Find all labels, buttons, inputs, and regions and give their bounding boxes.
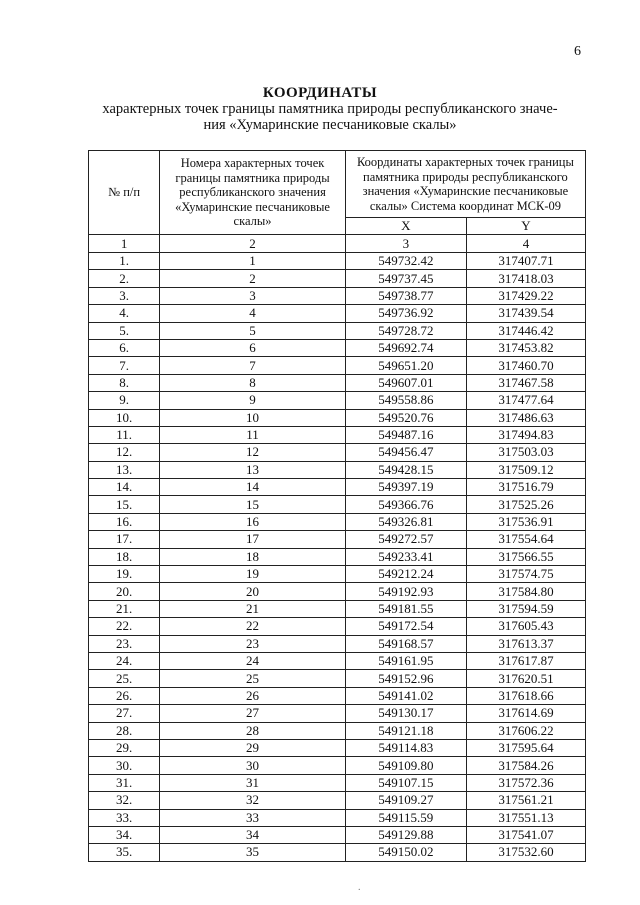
point-number-cell: 19 [160, 566, 346, 583]
column-index-cell: 2 [160, 235, 346, 253]
table-row [89, 809, 586, 826]
table-row [89, 792, 586, 809]
row-number-cell: 21. [89, 600, 160, 617]
y-coordinate-cell: 317439.54 [466, 305, 585, 322]
x-coordinate-cell: 549107.15 [345, 774, 466, 791]
table-row [89, 496, 586, 513]
row-number-cell: 24. [89, 652, 160, 669]
y-coordinate-cell: 317429.22 [466, 287, 585, 304]
row-number-cell: 17. [89, 531, 160, 548]
row-number-cell: 13. [89, 461, 160, 478]
row-number-cell: 26. [89, 687, 160, 704]
subtitle-line-1: характерных точек границы памятника природы республиканского значе- [102, 101, 558, 117]
table-row [89, 652, 586, 669]
point-number-cell: 14 [160, 479, 346, 496]
point-number-cell: 24 [160, 652, 346, 669]
x-coordinate-cell: 549736.92 [345, 305, 466, 322]
table-row [89, 566, 586, 583]
table-row [89, 479, 586, 496]
point-number-cell: 3 [160, 287, 346, 304]
table-row [89, 844, 586, 861]
y-coordinate-cell: 317516.79 [466, 479, 585, 496]
table-row [89, 270, 586, 287]
table-row [89, 583, 586, 600]
header-x: X [345, 218, 466, 235]
table-row [89, 305, 586, 322]
row-number-cell: 29. [89, 739, 160, 756]
y-coordinate-cell: 317541.07 [466, 826, 585, 843]
x-coordinate-cell: 549272.57 [345, 531, 466, 548]
y-coordinate-cell: 317477.64 [466, 392, 585, 409]
row-number-cell: 11. [89, 426, 160, 443]
y-coordinate-cell: 317551.13 [466, 809, 585, 826]
point-number-cell: 23 [160, 635, 346, 652]
table-row [89, 618, 586, 635]
point-number-cell: 2 [160, 270, 346, 287]
point-number-cell: 21 [160, 600, 346, 617]
table-row [89, 374, 586, 391]
row-number-cell: 16. [89, 513, 160, 530]
y-coordinate-cell: 317407.71 [466, 253, 585, 270]
x-coordinate-cell: 549181.55 [345, 600, 466, 617]
row-number-cell: 34. [89, 826, 160, 843]
x-coordinate-cell: 549109.80 [345, 757, 466, 774]
x-coordinate-cell: 549692.74 [345, 339, 466, 356]
row-number-cell: 12. [89, 444, 160, 461]
y-coordinate-cell: 317618.66 [466, 687, 585, 704]
point-number-cell: 33 [160, 809, 346, 826]
x-coordinate-cell: 549428.15 [345, 461, 466, 478]
point-number-cell: 35 [160, 844, 346, 861]
point-number-cell: 34 [160, 826, 346, 843]
point-number-cell: 28 [160, 722, 346, 739]
row-number-cell: 32. [89, 792, 160, 809]
point-number-cell: 22 [160, 618, 346, 635]
point-number-cell: 9 [160, 392, 346, 409]
column-index-row [89, 235, 586, 253]
subtitle-line-2: ния «Хумаринские песчаниковые скалы» [203, 117, 457, 133]
row-number-cell: 27. [89, 705, 160, 722]
y-coordinate-cell: 317620.51 [466, 670, 585, 687]
row-number-cell: 7. [89, 357, 160, 374]
x-coordinate-cell: 549738.77 [345, 287, 466, 304]
y-coordinate-cell: 317554.64 [466, 531, 585, 548]
point-number-cell: 4 [160, 305, 346, 322]
x-coordinate-cell: 549168.57 [345, 635, 466, 652]
table-row [89, 339, 586, 356]
y-coordinate-cell: 317574.75 [466, 566, 585, 583]
table-row [89, 409, 586, 426]
table-row [89, 722, 586, 739]
x-coordinate-cell: 549152.96 [345, 670, 466, 687]
point-number-cell: 12 [160, 444, 346, 461]
x-coordinate-cell: 549487.16 [345, 426, 466, 443]
x-coordinate-cell: 549651.20 [345, 357, 466, 374]
point-number-cell: 5 [160, 322, 346, 339]
point-number-cell: 32 [160, 792, 346, 809]
point-number-cell: 6 [160, 339, 346, 356]
table-header-row [89, 151, 586, 218]
table-row [89, 826, 586, 843]
row-number-cell: 1. [89, 253, 160, 270]
y-coordinate-cell: 317614.69 [466, 705, 585, 722]
y-coordinate-cell: 317467.58 [466, 374, 585, 391]
row-number-cell: 8. [89, 374, 160, 391]
row-number-cell: 4. [89, 305, 160, 322]
point-number-cell: 16 [160, 513, 346, 530]
y-coordinate-cell: 317418.03 [466, 270, 585, 287]
table-row [89, 444, 586, 461]
point-number-cell: 17 [160, 531, 346, 548]
x-coordinate-cell: 549607.01 [345, 374, 466, 391]
x-coordinate-cell: 549130.17 [345, 705, 466, 722]
point-number-cell: 10 [160, 409, 346, 426]
x-coordinate-cell: 549121.18 [345, 722, 466, 739]
x-coordinate-cell: 549326.81 [345, 513, 466, 530]
table-row [89, 548, 586, 565]
row-number-cell: 31. [89, 774, 160, 791]
table-row [89, 635, 586, 652]
row-number-cell: 30. [89, 757, 160, 774]
x-coordinate-cell: 549172.54 [345, 618, 466, 635]
x-coordinate-cell: 549366.76 [345, 496, 466, 513]
y-coordinate-cell: 317613.37 [466, 635, 585, 652]
table-row [89, 687, 586, 704]
x-coordinate-cell: 549129.88 [345, 826, 466, 843]
y-coordinate-cell: 317561.21 [466, 792, 585, 809]
y-coordinate-cell: 317446.42 [466, 322, 585, 339]
scan-speck: . [358, 882, 361, 893]
header-point-numbers: Номера характерных точек границы памятника природы республиканского значения «Хумаринские песчаниковые скалы» [160, 151, 346, 235]
y-coordinate-cell: 317509.12 [466, 461, 585, 478]
x-coordinate-cell: 549141.02 [345, 687, 466, 704]
row-number-cell: 35. [89, 844, 160, 861]
x-coordinate-cell: 549397.19 [345, 479, 466, 496]
row-number-cell: 10. [89, 409, 160, 426]
y-coordinate-cell: 317486.63 [466, 409, 585, 426]
point-number-cell: 11 [160, 426, 346, 443]
x-coordinate-cell: 549737.45 [345, 270, 466, 287]
row-number-cell: 18. [89, 548, 160, 565]
table-row [89, 531, 586, 548]
point-number-cell: 27 [160, 705, 346, 722]
table-row [89, 513, 586, 530]
page-subtitle [60, 101, 600, 133]
point-number-cell: 26 [160, 687, 346, 704]
y-coordinate-cell: 317494.83 [466, 426, 585, 443]
header-coordinates: Координаты характерных точек границы памятника природы республиканского значения «Хумаринские песчаниковые скалы» Система координат МСК-09 [345, 151, 585, 218]
x-coordinate-cell: 549558.86 [345, 392, 466, 409]
row-number-cell: 20. [89, 583, 160, 600]
row-number-cell: 15. [89, 496, 160, 513]
row-number-cell: 25. [89, 670, 160, 687]
row-number-cell: 33. [89, 809, 160, 826]
x-coordinate-cell: 549456.47 [345, 444, 466, 461]
y-coordinate-cell: 317525.26 [466, 496, 585, 513]
x-coordinate-cell: 549114.83 [345, 739, 466, 756]
y-coordinate-cell: 317460.70 [466, 357, 585, 374]
row-number-cell: 23. [89, 635, 160, 652]
table-row [89, 461, 586, 478]
x-coordinate-cell: 549233.41 [345, 548, 466, 565]
header-num: № п/п [89, 151, 160, 235]
y-coordinate-cell: 317572.36 [466, 774, 585, 791]
page-number: 6 [574, 44, 581, 59]
point-number-cell: 31 [160, 774, 346, 791]
y-coordinate-cell: 317606.22 [466, 722, 585, 739]
point-number-cell: 29 [160, 739, 346, 756]
x-coordinate-cell: 549150.02 [345, 844, 466, 861]
y-coordinate-cell: 317595.64 [466, 739, 585, 756]
point-number-cell: 1 [160, 253, 346, 270]
row-number-cell: 5. [89, 322, 160, 339]
y-coordinate-cell: 317617.87 [466, 652, 585, 669]
table-row [89, 287, 586, 304]
page-title: КООРДИНАТЫ [262, 85, 378, 101]
point-number-cell: 18 [160, 548, 346, 565]
row-number-cell: 14. [89, 479, 160, 496]
table-row [89, 426, 586, 443]
y-coordinate-cell: 317532.60 [466, 844, 585, 861]
row-number-cell: 3. [89, 287, 160, 304]
table-row [89, 322, 586, 339]
x-coordinate-cell: 549212.24 [345, 566, 466, 583]
row-number-cell: 28. [89, 722, 160, 739]
x-coordinate-cell: 549728.72 [345, 322, 466, 339]
point-number-cell: 25 [160, 670, 346, 687]
y-coordinate-cell: 317503.03 [466, 444, 585, 461]
table-row [89, 392, 586, 409]
table-row [89, 357, 586, 374]
x-coordinate-cell: 549115.59 [345, 809, 466, 826]
point-number-cell: 13 [160, 461, 346, 478]
y-coordinate-cell: 317453.82 [466, 339, 585, 356]
point-number-cell: 30 [160, 757, 346, 774]
row-number-cell: 19. [89, 566, 160, 583]
column-index-cell: 3 [345, 235, 466, 253]
point-number-cell: 8 [160, 374, 346, 391]
y-coordinate-cell: 317584.80 [466, 583, 585, 600]
point-number-cell: 15 [160, 496, 346, 513]
x-coordinate-cell: 549161.95 [345, 652, 466, 669]
row-number-cell: 9. [89, 392, 160, 409]
table-row [89, 757, 586, 774]
table-row [89, 600, 586, 617]
point-number-cell: 7 [160, 357, 346, 374]
row-number-cell: 22. [89, 618, 160, 635]
table-row [89, 670, 586, 687]
column-index-cell: 1 [89, 235, 160, 253]
table-row [89, 739, 586, 756]
y-coordinate-cell: 317566.55 [466, 548, 585, 565]
column-index-cell: 4 [466, 235, 585, 253]
table-body [89, 253, 586, 862]
x-coordinate-cell: 549520.76 [345, 409, 466, 426]
row-number-cell: 6. [89, 339, 160, 356]
y-coordinate-cell: 317536.91 [466, 513, 585, 530]
coordinates-table [88, 150, 586, 862]
x-coordinate-cell: 549732.42 [345, 253, 466, 270]
header-y: Y [466, 218, 585, 235]
row-number-cell: 2. [89, 270, 160, 287]
table-row [89, 705, 586, 722]
y-coordinate-cell: 317584.26 [466, 757, 585, 774]
x-coordinate-cell: 549192.93 [345, 583, 466, 600]
x-coordinate-cell: 549109.27 [345, 792, 466, 809]
point-number-cell: 20 [160, 583, 346, 600]
y-coordinate-cell: 317605.43 [466, 618, 585, 635]
table-row [89, 774, 586, 791]
y-coordinate-cell: 317594.59 [466, 600, 585, 617]
table-row [89, 253, 586, 270]
